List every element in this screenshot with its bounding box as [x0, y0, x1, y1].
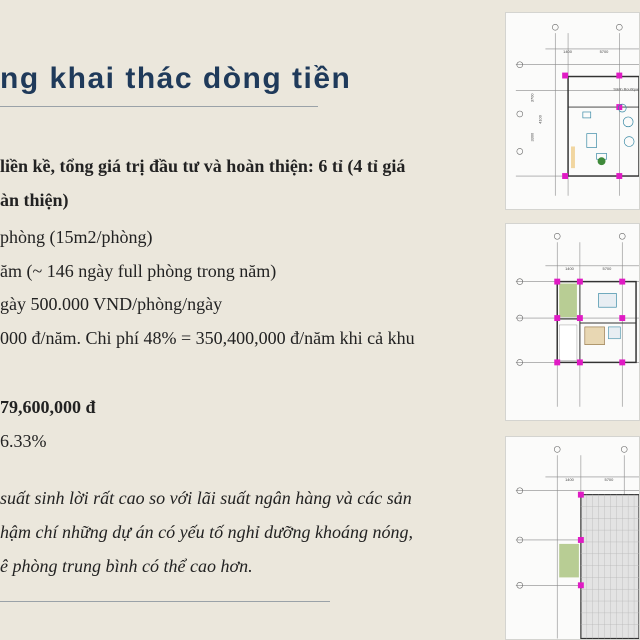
floor-plan-1	[505, 12, 640, 210]
room-rate-line: gày 500.000 VND/phòng/ngày	[0, 294, 223, 314]
rooms-line: phòng (15m2/phòng)	[0, 227, 153, 247]
plan1-dim-5700: 5700	[599, 48, 609, 54]
occupancy-line: ăm (~ 146 ngày full phòng trong năm)	[0, 261, 277, 281]
plan1-dim-3700: 3700	[529, 93, 535, 103]
note-line-2: hậm chí những dự án có yếu tố nghỉ dưỡng khoáng nóng,	[0, 522, 414, 542]
revenue-cost-line: 000 đ/năm. Chi phí 48% = 350,400,000 đ/năm khi cả khu	[0, 328, 415, 348]
note-line-3: ê phòng trung bình có thể cao hơn.	[0, 556, 253, 576]
bottom-divider	[0, 601, 330, 602]
floor-plan-3	[505, 436, 640, 640]
plan2-dim-1400: 1400	[565, 265, 574, 271]
plan1-room-label: Sảnh Boutique	[613, 86, 639, 92]
investment-line: liền kề, tổng giá trị đầu tư và hoàn thiện: 6 tỉ (4 tỉ giá	[0, 156, 406, 176]
investment-line-cont: àn thiện)	[0, 190, 69, 210]
plan3-dim-1400: 1400	[565, 476, 574, 482]
title-divider	[0, 106, 318, 107]
plan1-dim-3300: 3300	[529, 132, 535, 142]
plan2-dim-5700: 5700	[602, 265, 612, 271]
plan1-dim-4100: 4100	[537, 115, 543, 124]
plan3-dim-5700: 5700	[604, 476, 614, 482]
yield-line: 6.33%	[0, 431, 47, 451]
plan1-dim-1400: 1400	[563, 48, 572, 54]
profit-line: 79,600,000 đ	[0, 397, 96, 417]
floor-plan-2	[505, 223, 640, 421]
note-line-1: suất sinh lời rất cao so với lãi suất ngân hàng và các sản	[0, 488, 412, 508]
slide-title: ng khai thác dòng tiền	[0, 62, 352, 95]
